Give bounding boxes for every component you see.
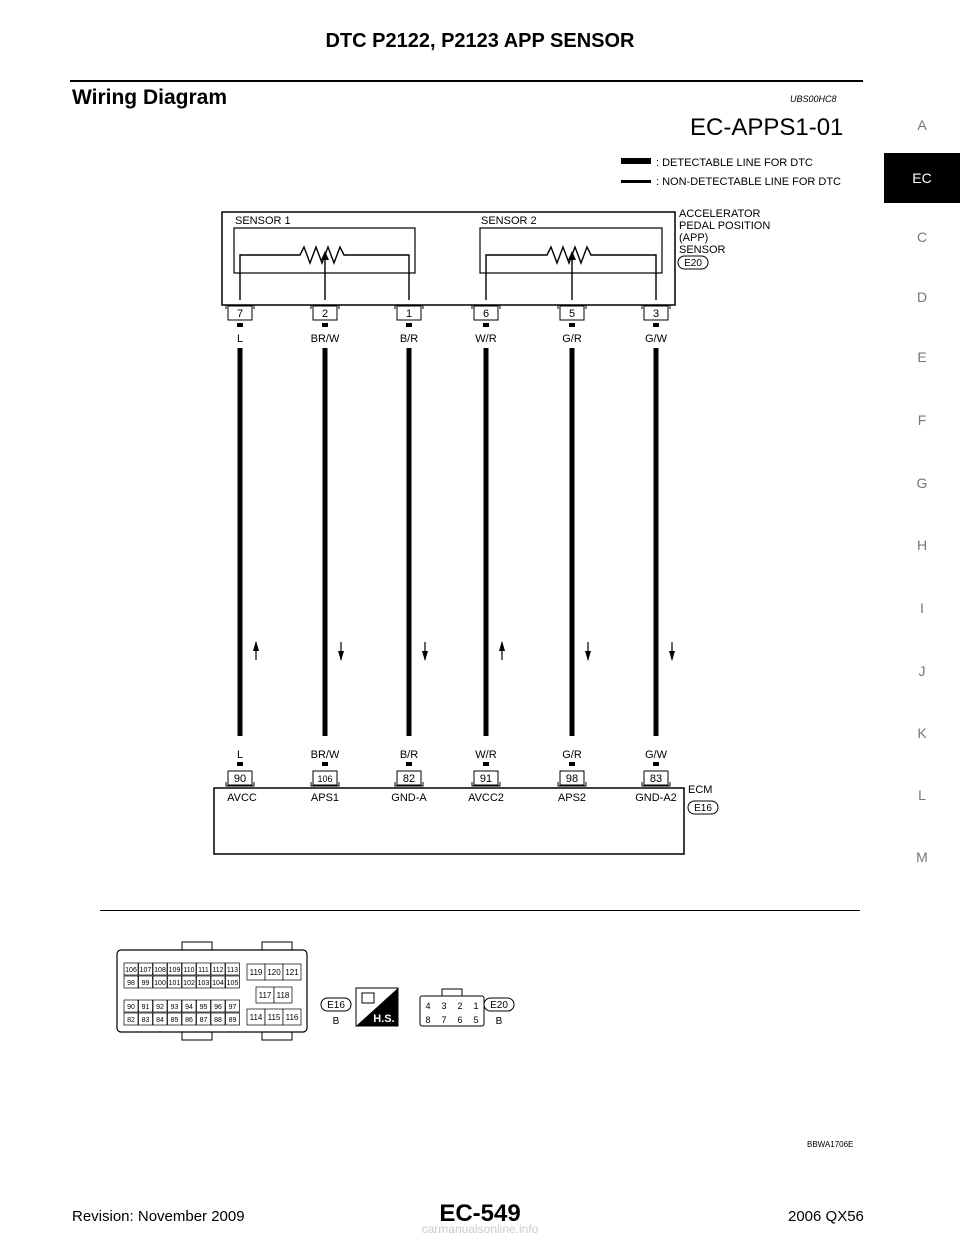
e16-pin-number: 92 <box>156 1004 164 1011</box>
e16-pin-number: 91 <box>141 1004 150 1011</box>
e16-pin-number: 87 <box>199 1017 208 1024</box>
side-tab-d[interactable]: D <box>916 289 928 305</box>
sensor1-label: SENSOR 1 <box>235 215 291 227</box>
wire-color-top: L <box>236 333 244 345</box>
ecm-pin-number: 98 <box>565 773 579 785</box>
wire-line <box>484 348 489 736</box>
side-tab-e[interactable]: E <box>917 349 927 365</box>
wire-color-bottom: G/W <box>645 749 667 761</box>
legend-detectable-swatch <box>621 158 651 164</box>
e16-pin-number: 98 <box>127 980 135 987</box>
e16-pin-number: 101 <box>168 980 181 987</box>
ecm-signal-name: GND-A <box>391 792 427 804</box>
page-title: DTC P2122, P2123 APP SENSOR <box>325 30 635 52</box>
sensor-pin-terminal <box>237 323 243 327</box>
wire-color-top: B/R <box>399 333 419 345</box>
e16-pin-number: 111 <box>198 967 209 974</box>
e16-pin-number: 109 <box>168 967 181 974</box>
sensor-name-line: (APP) <box>679 232 709 244</box>
signal-arrow-down <box>669 651 675 661</box>
e16-pin-number: 94 <box>185 1004 193 1011</box>
ecm-label: ECM <box>688 784 713 796</box>
side-tab-k[interactable]: K <box>917 725 927 741</box>
sensor-pin-number: 3 <box>652 308 660 320</box>
legend-non-detectable-swatch <box>621 180 651 183</box>
legend-detectable-text: : DETECTABLE LINE FOR DTC <box>656 157 813 169</box>
e16-face-latch <box>182 942 212 950</box>
side-tab-ec[interactable]: EC <box>884 153 960 203</box>
ecm-pin-number: 82 <box>402 773 416 785</box>
sensor-pin-terminal <box>653 323 659 327</box>
e16-pin-number: 89 <box>228 1017 237 1024</box>
e16-pin-number: 108 <box>154 967 166 974</box>
wire-color-bottom: BR/W <box>310 749 340 761</box>
ecm-signal-name: APS2 <box>557 792 587 804</box>
bottom-rule <box>100 910 860 911</box>
side-tab-g[interactable]: G <box>916 475 928 491</box>
e16-face-latch <box>262 942 292 950</box>
e16-face-color: B <box>332 1016 340 1027</box>
sensor-name-line: ACCELERATOR <box>679 208 761 220</box>
sensor1-wiper-arrow <box>321 251 329 260</box>
sensor2-wiper-arrow <box>568 251 576 260</box>
footer-revision: Revision: November 2009 <box>72 1208 245 1225</box>
e16-pin-number: 104 <box>212 980 224 987</box>
e20-pin-number: 1 <box>473 1001 479 1011</box>
ecm-signal-name: GND-A2 <box>635 792 677 804</box>
ecm-signal-name: AVCC2 <box>468 792 504 804</box>
e16-pin-number: 99 <box>141 980 150 987</box>
e20-face-label: E20 <box>490 1000 508 1011</box>
ecm-pin-terminal <box>406 762 412 766</box>
sensor-pin-terminal <box>483 323 489 327</box>
sensor2-label: SENSOR 2 <box>481 215 537 227</box>
sensor-pin-number: 1 <box>405 308 413 320</box>
section-title: Wiring Diagram <box>72 86 227 109</box>
e20-pin-number: 8 <box>425 1015 431 1025</box>
ecm-pin-terminal <box>569 762 575 766</box>
e16-pin-number: 114 <box>249 1013 263 1022</box>
ecm-pin-terminal <box>653 762 659 766</box>
e16-pin-number: 115 <box>267 1013 281 1022</box>
signal-arrow-down <box>585 651 591 661</box>
e16-pin-number: 110 <box>183 967 195 974</box>
wire-color-top: BR/W <box>310 333 340 345</box>
ecm-pin-number: 106 <box>317 774 333 784</box>
wire-color-top: W/R <box>475 333 497 345</box>
e16-face-label: E16 <box>327 1000 345 1011</box>
side-tab-h[interactable]: H <box>916 537 928 553</box>
wire-color-bottom: W/R <box>475 749 497 761</box>
e16-pin-number: 105 <box>226 980 239 987</box>
figure-code: BBWA1706E <box>807 1140 854 1149</box>
wire-line <box>570 348 575 736</box>
e16-pin-number: 95 <box>199 1004 208 1011</box>
wire-line <box>407 348 412 736</box>
e16-pin-number: 103 <box>197 980 210 987</box>
sensor-name-line: PEDAL POSITION <box>679 220 771 232</box>
e20-pin-number: 2 <box>457 1001 463 1011</box>
ecm-signal-name: APS1 <box>310 792 340 804</box>
e16-pin-number: 106 <box>125 967 137 974</box>
sensor-pin-terminal <box>569 323 575 327</box>
signal-arrow-up <box>253 641 259 651</box>
e16-pin-number: 82 <box>127 1017 135 1024</box>
wire-color-bottom: G/R <box>562 749 582 761</box>
signal-arrow-down <box>422 651 428 661</box>
wire-color-top: G/R <box>562 333 582 345</box>
signal-arrow-up <box>499 641 505 651</box>
e16-pin-number: 93 <box>170 1004 179 1011</box>
legend-non-detectable-text: : NON-DETECTABLE LINE FOR DTC <box>656 176 841 188</box>
sensor-pin-terminal <box>322 323 328 327</box>
e16-face-latch <box>262 1032 292 1040</box>
side-tab-c[interactable]: C <box>916 229 928 245</box>
side-tab-a[interactable]: A <box>917 117 927 133</box>
signal-arrow-down <box>338 651 344 661</box>
e16-pin-number: 117 <box>258 991 272 1000</box>
diagram-title: EC-APPS1-01 <box>690 114 844 141</box>
e16-face-latch <box>182 1032 212 1040</box>
e16-pin-number: 120 <box>267 968 281 977</box>
e16-pin-number: 90 <box>127 1004 135 1011</box>
watermark: carmanualsonline.info <box>421 1222 539 1236</box>
ecm-signal-name: AVCC <box>227 792 257 804</box>
e16-pin-number: 97 <box>228 1004 237 1011</box>
ecm-pin-number: 83 <box>649 773 663 785</box>
e16-pin-number: 107 <box>139 967 152 974</box>
e16-pin-number: 102 <box>183 980 195 987</box>
wire-color-top: G/W <box>645 333 667 345</box>
e16-pin-number: 119 <box>249 968 263 977</box>
side-tab-l[interactable]: L <box>918 787 926 803</box>
e20-face-color: B <box>495 1016 503 1027</box>
wire-line <box>654 348 659 736</box>
e16-pin-number: 96 <box>214 1004 222 1011</box>
e20-pin-number: 6 <box>457 1015 463 1025</box>
wire-color-bottom: B/R <box>399 749 419 761</box>
e16-pin-number: 100 <box>154 980 166 987</box>
e16-pin-number: 113 <box>226 967 239 974</box>
e16-connector-label: E16 <box>694 803 712 814</box>
footer-model: 2006 QX56 <box>788 1208 864 1225</box>
side-tab-m[interactable]: M <box>916 849 928 865</box>
footer-page-number: EC-549 <box>439 1200 521 1227</box>
sensor2-frame <box>480 228 662 273</box>
sensor-pin-number: 2 <box>321 308 329 320</box>
wire-line <box>323 348 328 736</box>
e16-pin-number: 116 <box>285 1013 299 1022</box>
ecm-pin-terminal <box>322 762 328 766</box>
ecm-pin-number: 90 <box>233 773 247 785</box>
wire-color-bottom: L <box>236 749 244 761</box>
e16-pin-number: 121 <box>285 968 299 977</box>
side-tab-i[interactable]: I <box>920 600 924 616</box>
e16-pin-number: 86 <box>185 1017 193 1024</box>
e16-pin-number: 83 <box>141 1017 150 1024</box>
wire-line <box>238 348 243 736</box>
sensor-pin-number: 6 <box>482 308 490 320</box>
sensor-pin-number: 5 <box>568 308 576 320</box>
e16-pin-number: 84 <box>156 1017 164 1024</box>
side-tab-j[interactable]: J <box>918 663 926 679</box>
e16-pin-number: 85 <box>170 1017 179 1024</box>
sensor-pin-terminal <box>406 323 412 327</box>
e16-pin-number: 88 <box>214 1017 222 1024</box>
side-tab-f[interactable]: F <box>917 412 927 428</box>
sensor-pin-number: 7 <box>236 308 244 320</box>
ecm-pin-number: 91 <box>479 773 493 785</box>
e20-pin-number: 3 <box>441 1001 447 1011</box>
ecm-pin-terminal <box>483 762 489 766</box>
e20-pin-number: 7 <box>441 1015 447 1025</box>
ecm-box <box>214 788 684 854</box>
e16-pin-number: 112 <box>212 967 224 974</box>
e20-connector-label: E20 <box>684 258 702 269</box>
e16-pin-number: 118 <box>276 991 290 1000</box>
sensor-name-line: SENSOR <box>679 244 726 256</box>
ecm-pin-terminal <box>237 762 243 766</box>
e20-face-latch <box>442 989 462 996</box>
section-code: UBS00HC8 <box>790 94 837 104</box>
hs-label: H.S. <box>373 1013 395 1025</box>
e20-pin-number: 5 <box>473 1015 479 1025</box>
e20-pin-number: 4 <box>425 1001 431 1011</box>
